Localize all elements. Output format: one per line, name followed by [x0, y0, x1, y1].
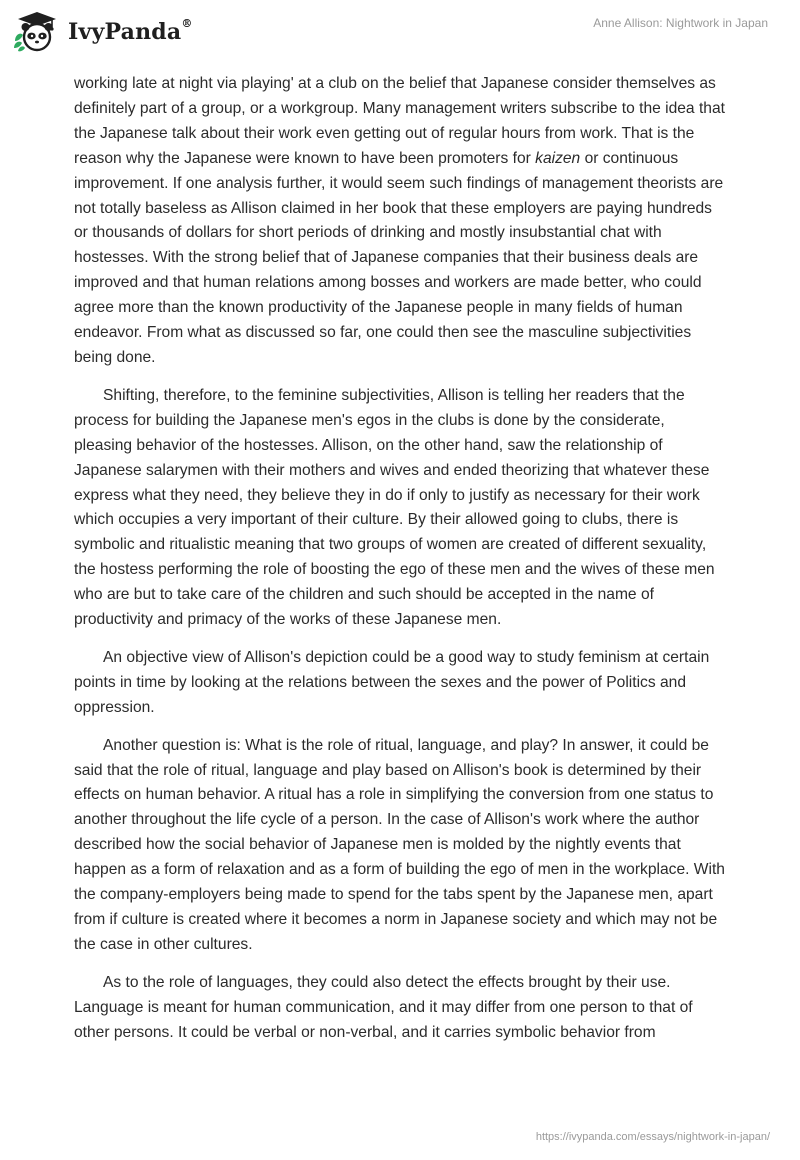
paragraph-1: working late at night via playing' at a club on the belief that Japanese consider themselves as definitely part of a group, or a workgroup. Many management writers subscribe to the idea that the Japanese talk about their work even getting out of regular hours from work. That is the reason why the Japanese were known to have been promoters for kaizen or continuous improvement. If one analysis further, it would seem such findings of management theorists are not totally baseless as Allison claimed in her book that these employers are paying hundreds or thousands of dollars for short periods of drinking and mostly insubstantial chat with hostesses. With the strong belief that of Japanese companies that their business deals are improved and that human relations among bosses and workers are made better, who could agree more than the known productivity of the Japanese people in many fields of human endeavor. From what as discussed so far, one could then see the masculine subjectivities being done.: [74, 75, 725, 366]
document-title: Anne Allison: Nightwork in Japan: [593, 16, 768, 30]
registered-mark: ®: [181, 17, 193, 30]
paragraph-4: Another question is: What is the role of ritual, language, and play? In answer, it could be said that the role of ritual, language and play based on Allison's book is determined by their effects on human behavior. A ritual has a role in simplifying the conversion from one status to another throughout the life cycle of a person. In the case of Allison's work where the author described how the social behavior of Japanese men is molded by the nightly events that happen as a form of relaxation and as a form of building the ego of men in the workplace. With the company-employers being made to spend for the tabs spent by the Japanese men, apart from if culture is created where it becomes a norm in Japanese society and which may not be the case in other cultures.: [74, 736, 725, 953]
panda-graduate-icon: [12, 10, 62, 54]
paragraph-3: An objective view of Allison's depiction could be a good way to study feminism at certain points in time by looking at the relations between the sexes and the power of Politics and oppression.: [74, 648, 710, 716]
brand-logo[interactable]: [12, 10, 193, 54]
paragraph-5: As to the role of languages, they could also detect the effects brought by their use. Language is meant for human communication, and it may differ from one person to that of other persons. It could be verbal or non-verbal, and it carries symbolic behavior from: [74, 973, 693, 1041]
emphasis-kaizen: kaizen: [535, 149, 581, 167]
source-url[interactable]: https://ivypanda.com/essays/nightwork-in-japan/: [535, 1131, 770, 1143]
page-header: [0, 0, 800, 70]
brand-name: IvyPanda®: [68, 17, 193, 45]
essay-body: [74, 72, 726, 1059]
paragraph-2: Shifting, therefore, to the feminine subjectivities, Allison is telling her readers that the process for building the Japanese men's egos in the clubs is done by the considerate, pleasing behavior of the hostesses. Allison, on the other hand, saw the relationship of Japanese salarymen with their mothers and wives and ended theorizing that whatever these express what they need, they believe they in do if only to justify as necessary for their work which occupies a very important of their culture. By their allowed going to clubs, there is symbolic and ritualistic meaning that two groups of women are created of different sexuality, the hostess performing the role of boosting the ego of these men and the wives of these men who are but to take care of the children and such should be accepted in the name of productivity and primacy of the works of these Japanese men.: [74, 386, 715, 629]
